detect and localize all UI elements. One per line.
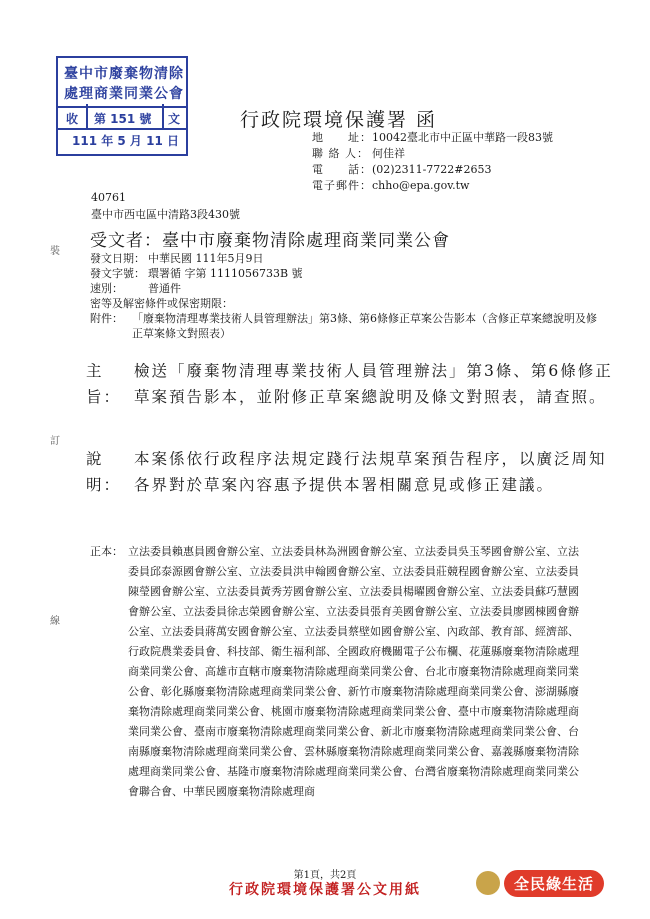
- binding-mark: 線: [50, 616, 60, 627]
- contact-email: [312, 178, 553, 194]
- contact-label: 地 址：: [312, 131, 372, 144]
- secrecy-label: 密等及解密條件或保密期限：: [90, 297, 233, 310]
- explanation-text: 本案係依行政程序法規定踐行法規草案預告程序，以廣泛周知各界對於草案內容惠予提供本署相關意見或修正建議。: [134, 450, 607, 494]
- recipient-zip: 40761: [91, 191, 126, 204]
- subject-label: 主旨：: [86, 362, 122, 406]
- stamp-number: 第 151 號: [94, 112, 152, 126]
- stamp-divider: [162, 104, 164, 128]
- stamp-number-row: [58, 106, 186, 128]
- contact-address: [312, 130, 553, 146]
- paper-title: 行政院環境保護署公文用紙: [229, 882, 421, 898]
- document-meta: [90, 251, 602, 341]
- meta-label: 附件：: [90, 312, 123, 325]
- contact-value: (02)2311-7722#2653: [372, 163, 492, 176]
- meta-label: 發文字號：: [90, 267, 145, 280]
- stamp-divider: [86, 104, 88, 128]
- issue-date-row: [90, 251, 602, 266]
- explanation-paragraph: [86, 446, 614, 498]
- binding-mark: 裝: [50, 246, 60, 257]
- stamp-org-line2: 處理商業同業公會: [64, 86, 184, 102]
- original-list: 立法委員賴惠員國會辦公室、立法委員林為洲國會辦公室、立法委員吳玉琴國會辦公室、立法委員邱泰源國會辦公室、立法委員洪申翰國會辦公室、立法委員莊競程國會辦公室、立法委員陳瑩國會辦公室、立法委員黃秀芳國會辦公室、立法委員楊曜國會辦公室、立法委員蘇巧慧國會辦公室、立法委員徐志榮國會辦公室、立法委員張育美國會辦公室、立法委員廖國棟國會辦公室、立法委員蔣萬安國會辦公室、立法委員蔡壁如國會辦公室、內政部、教育部、經濟部、行政院農業委員會、科技部、衛生福利部、全國政府機關電子公布欄、花蓮縣廢棄物清除處理商業同業公會、高雄市直轄市廢棄物清除處理商業同業公會、台北市廢棄物清除處理商業同業公會、彰化縣廢棄物清除處理商業同業公會、新竹市廢棄物清除處理商業同業公會、澎湖縣廢棄物清除處理商業同業公會、桃園市廢棄物清除處理商業同業公會、臺中市廢棄物清除處理商業同業公會、臺南市廢棄物清除處理商業同業公會、新北市廢棄物清除處理商業同業公會、台南縣廢棄物清除處理商業同業公會、雲林縣廢棄物清除處理商業同業公會、嘉義縣廢棄物清除處理商業同業公會、基隆市廢棄物清除處理商業同業公會、台灣省廢棄物清除處理商業同業公會聯合會、中華民國廢棄物清除處理商: [128, 545, 579, 798]
- original-recipients: [90, 542, 583, 802]
- contact-phone: [312, 162, 553, 178]
- speed-value: 普通件: [148, 282, 181, 295]
- meta-label: 發文日期：: [90, 252, 145, 265]
- speed-row: [90, 281, 602, 296]
- watermark: [476, 868, 626, 898]
- contact-label: 電 話：: [312, 163, 372, 176]
- explanation-label: 說明：: [86, 450, 122, 494]
- contact-value: chho@epa.gov.tw: [372, 179, 470, 192]
- issue-date: 中華民國 111年5月9日: [148, 252, 264, 265]
- contact-label: 電子郵件：: [312, 179, 372, 192]
- agency-title: 行政院環境保護署 函: [240, 109, 438, 131]
- page-number: 第1頁，共2頁: [293, 870, 357, 881]
- attachment-row: [90, 311, 602, 341]
- stamp-receive-mark: 收: [66, 112, 79, 126]
- original-label: 正本：: [90, 545, 123, 558]
- binding-mark: 訂: [50, 436, 60, 447]
- subject-text: 檢送「廢棄物清理專業技術人員管理辦法」第3條、第6條修正草案預告影本，並附修正草案總說明及條文對照表，請查照。: [134, 362, 613, 406]
- contact-value: 10042臺北市中正區中華路一段83號: [372, 131, 553, 144]
- stamp-date-row: [58, 128, 186, 150]
- contact-value: 何佳祥: [372, 147, 405, 160]
- receipt-stamp: [56, 56, 188, 156]
- subject-paragraph: [86, 358, 614, 410]
- stamp-doc-mark: 文: [168, 112, 181, 126]
- receiver-line: 受文者：臺中市廢棄物清除處理商業同業公會: [90, 231, 450, 251]
- contact-label: 聯 絡 人：: [312, 147, 369, 160]
- watermark-text: 全民綠生活: [504, 870, 604, 897]
- stamp-date: 111 年 5 月 11 日: [72, 134, 179, 148]
- meta-label: 速別：: [90, 282, 123, 295]
- secrecy-row: [90, 296, 602, 311]
- contact-block: [312, 130, 553, 194]
- attachment-text: 「廢棄物清理專業技術人員管理辦法」第3條、第6條修正草案公告影本（含修正草案總說明及修正草案條文對照表）: [132, 312, 597, 340]
- stamp-org-line1: 臺中市廢棄物清除: [64, 66, 184, 82]
- leaf-logo-icon: [476, 871, 500, 895]
- contact-person: [312, 146, 553, 162]
- issue-number: 環署循 字第 1111056733B 號: [148, 267, 303, 280]
- issue-number-row: [90, 266, 602, 281]
- recipient-address: 臺中市西屯區中清路3段430號: [91, 208, 240, 221]
